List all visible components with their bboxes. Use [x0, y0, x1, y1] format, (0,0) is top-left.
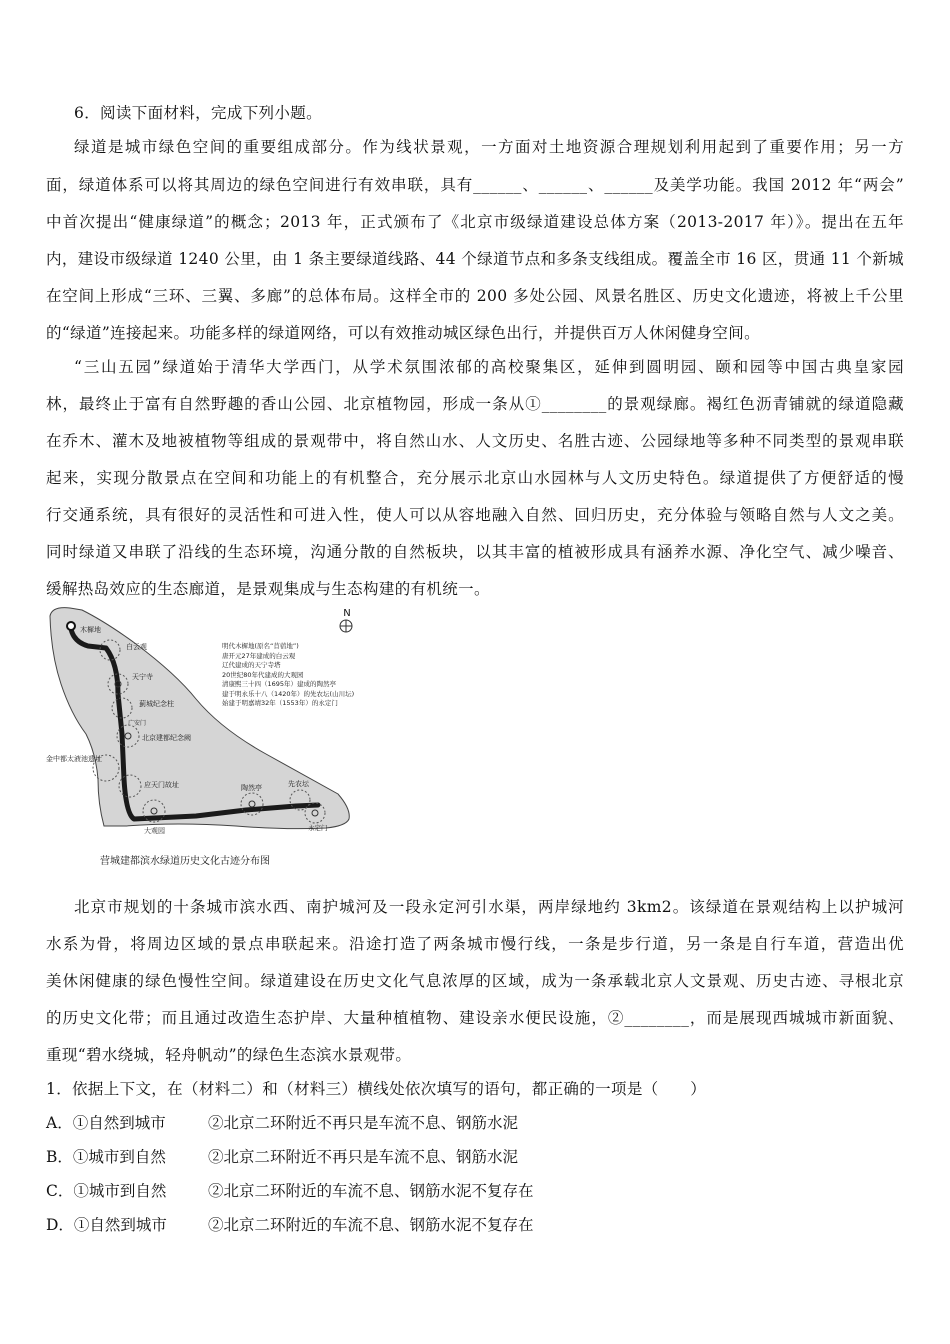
- legend-item: 清康熙三十四（1695年）建成的陶然亭: [222, 680, 337, 688]
- p1-line-2: 面，绿道体系可以将其周边的绿色空间进行有效串联，具有______、______、______及美学功能。我国 2012 年“两会”: [46, 176, 904, 194]
- map-label-jiandu: 北京建都纪念阙: [142, 734, 191, 742]
- p2-line-2: 林，最终止于富有自然野趣的香山公园、北京植物园，形成一条从①________的景观绿廊。褐红色沥青铺就的绿道隐藏: [46, 395, 904, 413]
- p2-line-3: 在乔木、灌木及地被植物等组成的景观带中，将自然山水、人文历史、名胜古迹、公园绿地等多种不同类型的景观串联: [46, 432, 904, 450]
- option-a[interactable]: [46, 1113, 518, 1133]
- figure-caption: 营城建都滨水绿道历史文化古迹分布图: [100, 856, 270, 867]
- p1-line-3: 中首次提出“健康绿道”的概念；2013 年，正式颁布了《北京市级绿道建设总体方案（2013-2017 年）》。提出在五年: [46, 213, 904, 231]
- p3-line-5: 重现“碧水绕城，轻舟帆动”的绿色生态滨水景观带。: [46, 1046, 412, 1064]
- map-label-tianningsi: 天宁寺: [132, 673, 153, 681]
- site-marker-muxidi: [67, 622, 75, 630]
- north-arrow-label: N: [343, 608, 351, 619]
- option-c[interactable]: [46, 1181, 534, 1201]
- legend-item: 辽代建成的天宁寺塔: [222, 661, 281, 669]
- map-label-muxidi: 木樨地: [80, 626, 101, 634]
- greenway-map-figure: [46, 604, 376, 866]
- p3-line-4: 的历史文化带；而且通过改造生态护岸、大量种植植物、建设亲水便民设施，②________，而是展现西城城市新面貌、: [46, 1009, 904, 1027]
- option-d-part1: D．①自然到城市: [46, 1216, 167, 1234]
- map-legend: [222, 642, 354, 709]
- legend-item: 建于明永乐十八（1420年）的先农坛(山川坛): [222, 689, 355, 698]
- option-a-part2: ②北京二环附近不再只是车流不息、钢筋水泥: [208, 1114, 519, 1132]
- map-area-shape: [50, 608, 349, 829]
- legend-item: 明代木樨地(原名“苜蓿地”): [222, 642, 299, 650]
- legend-item: 唐开元27年建成的白云观: [222, 651, 296, 660]
- map-label-xiannongtan: 先农坛: [288, 780, 309, 788]
- p1-line-1: 绿道是城市绿色空间的重要组成部分。作为线状景观，一方面对土地资源合理规划利用起到了重要作用；另一方: [74, 138, 904, 156]
- map-label-jinzhongdu: 金中都太液池遗址: [46, 755, 102, 763]
- map-label-yongdingmen: 永定门: [308, 824, 328, 832]
- p2-line-6: 同时绿道又串联了沿线的生态环境，沟通分散的自然板块，以其丰富的植被形成具有涵养水源、净化空气、减少噪音、: [46, 543, 904, 561]
- option-a-part1: A．①自然到城市: [46, 1114, 166, 1132]
- map-label-guanganmen: 广安门: [128, 720, 147, 727]
- question-header: 6．阅读下面材料，完成下列小题。: [74, 104, 322, 122]
- p2-line-7: 缓解热岛效应的生态廊道，是景观集成与生态构建的有机统一。: [46, 580, 490, 598]
- option-c-part1: C．①城市到自然: [46, 1182, 167, 1200]
- p2-line-4: 起来，实现分散景点在空间和功能上的有机整合，充分展示北京山水园林与人文历史特色。绿道提供了方便舒适的慢: [46, 469, 904, 487]
- option-b-part2: ②北京二环附近不再只是车流不息、钢筋水泥: [208, 1148, 519, 1166]
- p3-line-3: 美休闲健康的绿色慢性空间。绿道建设在历史文化气息浓厚的区域，成为一条承载北京人文景观、历史古迹、寻根北京: [46, 972, 904, 990]
- p1-line-6: 的“绿道”连接起来。功能多样的绿道网络，可以有效推动城区绿色出行，并提供百万人休闲健身空间。: [46, 324, 760, 342]
- p1-line-4: 内，建设市级绿道 1240 公里，由 1 条主要绿道线路、44 个绿道节点和多条支线组成。覆盖全市 16 区，贯通 11 个新城: [46, 250, 904, 268]
- map-label-taoranting: 陶然亭: [241, 784, 262, 792]
- legend-item: 始建于明嘉靖32年（1553年）的永定门: [222, 699, 338, 707]
- map-label-jicheng: 蓟城纪念柱: [139, 700, 174, 708]
- p2-line-5: 行交通系统，具有很好的灵活性和可进入性，使人可以从容地融入自然、回归历史，充分体验与领略自然与人文之美。: [46, 506, 904, 524]
- option-d[interactable]: [46, 1215, 534, 1235]
- p1-line-5: 在空间上形成“三环、三翼、多廊”的总体布局。这样全市的 200 多处公园、风景名胜区、历史文化遗迹，将被上千公里: [46, 287, 904, 305]
- map-label-daguanyuan: 大观园: [144, 827, 165, 835]
- option-d-part2: ②北京二环附近的车流不息、钢筋水泥不复存在: [208, 1216, 534, 1234]
- map-label-baiyunguan: 白云观: [126, 643, 147, 651]
- option-c-part2: ②北京二环附近的车流不息、钢筋水泥不复存在: [208, 1182, 534, 1200]
- p2-line-1: “三山五园”绿道始于清华大学西门，从学术氛围浓郁的高校聚集区，延伸到圆明园、颐和园等中国古典皇家园: [74, 358, 904, 376]
- legend-item: 20世纪80年代建成的大观园: [222, 670, 304, 679]
- option-b[interactable]: [46, 1147, 518, 1167]
- p3-line-1: 北京市规划的十条城市滨水西、南护城河及一段永定河引水渠，两岸绿地约 3km2。该绿道在景观结构上以护城河: [74, 898, 904, 916]
- p3-line-2: 水系为骨，将周边区域的景点串联起来。沿途打造了两条城市慢行线，一条是步行道，另一条是自行车道，营造出优: [46, 935, 904, 953]
- question-stem: 1．依据上下文，在（材料二）和（材料三）横线处依次填写的语句，都正确的一项是（ ）: [46, 1080, 707, 1098]
- map-label-yingtianmen: 应天门故址: [144, 781, 179, 789]
- option-b-part1: B．①城市到自然: [46, 1148, 166, 1166]
